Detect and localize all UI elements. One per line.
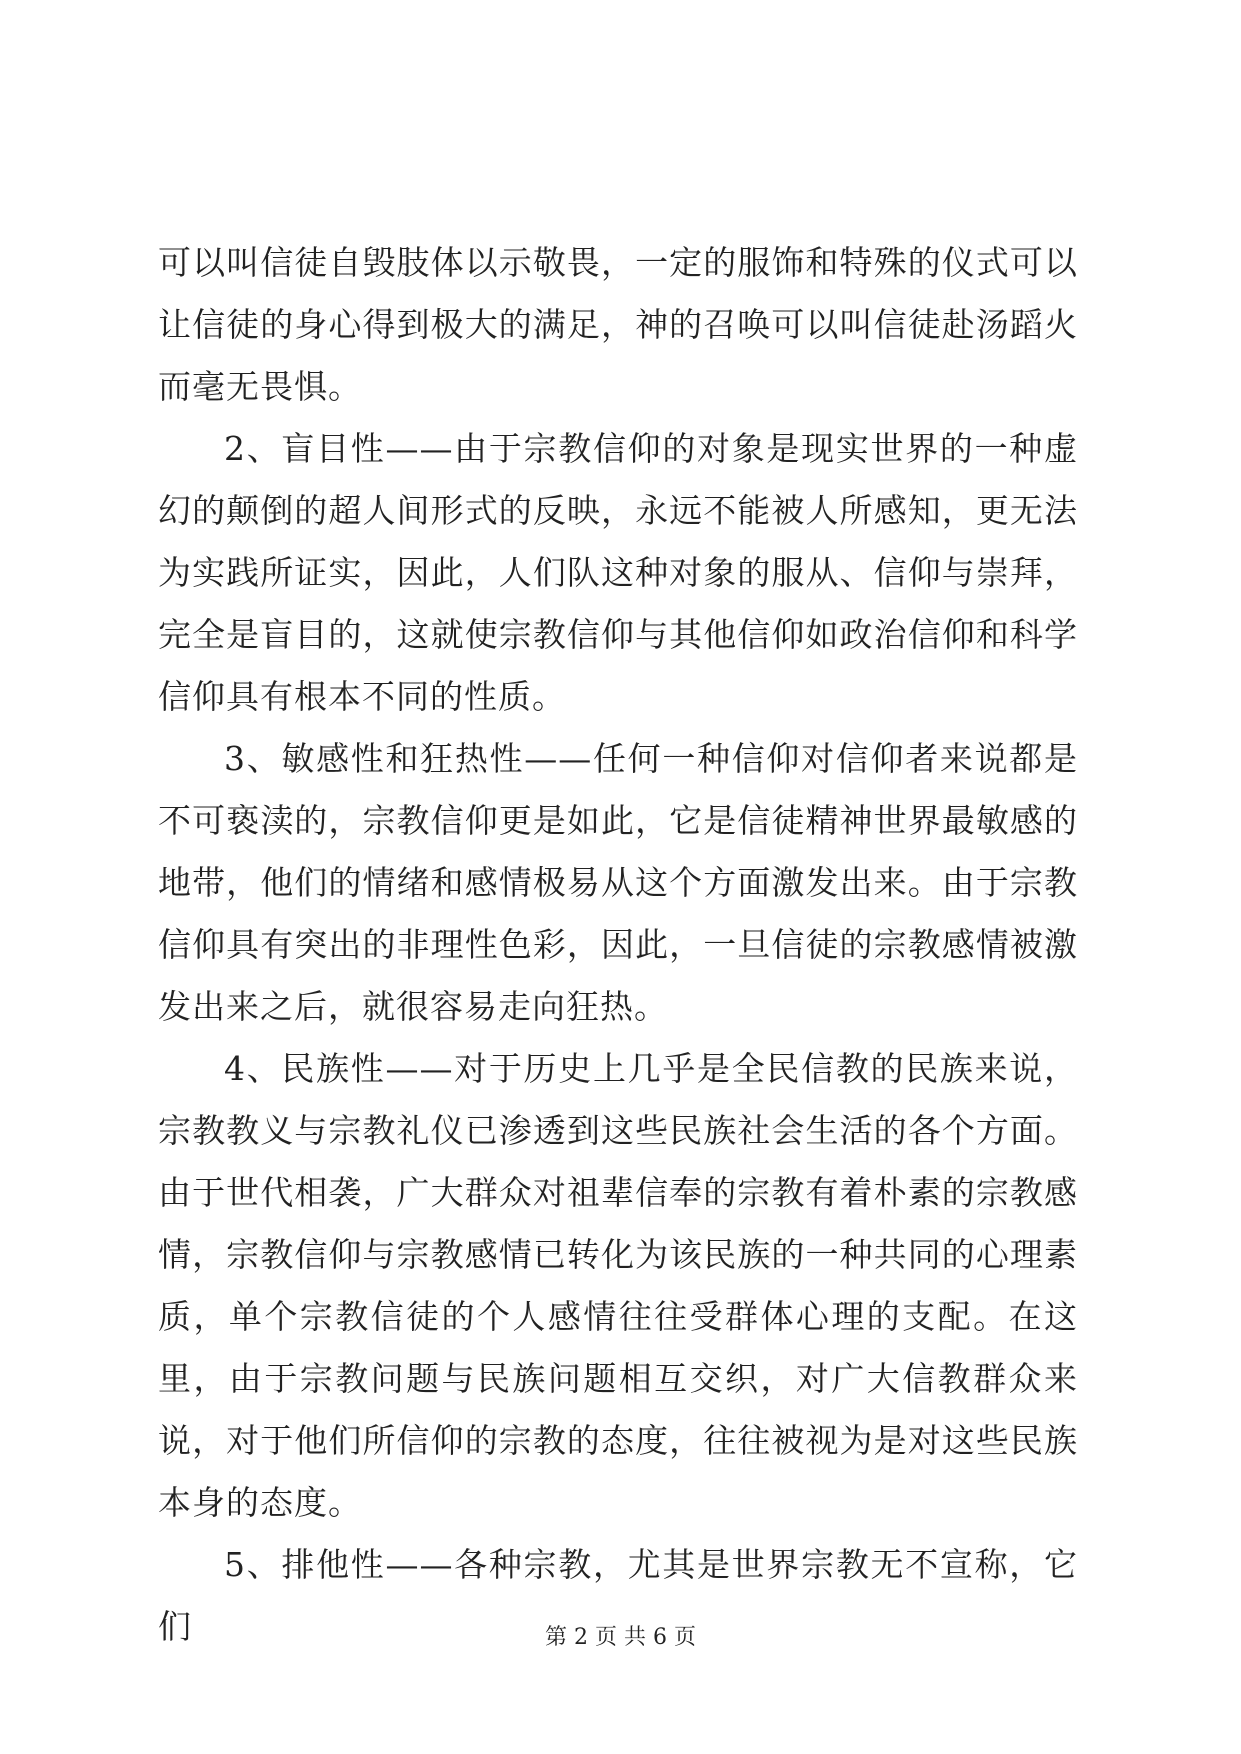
page-body — [158, 232, 1078, 1658]
paragraph-continuation: 可以叫信徒自毁肢体以示敬畏，一定的服饰和特殊的仪式可以让信徒的身心得到极大的满足，神的召唤可以叫信徒赴汤蹈火而毫无畏惧。 — [158, 243, 1078, 406]
paragraph-item-3-sensitivity: 3、敏感性和狂热性——任何一种信仰对信仰者来说都是不可亵渎的，宗教信仰更是如此，它是信徒精神世界最敏感的地带，他们的情绪和感情极易从这个方面激发出来。由于宗教信仰具有突出的非理性色彩，因此，一旦信徒的宗教感情被激发出来之后，就很容易走向狂热。 — [158, 739, 1078, 1026]
page-number-footer: 第 2 页 共 6 页 — [545, 1625, 696, 1650]
paragraph-item-5-exclusivity: 5、排他性——各种宗教，尤其是世界宗教无不宣称，它们 — [158, 1545, 1078, 1646]
paragraph-item-4-ethnicity: 4、民族性——对于历史上几乎是全民信教的民族来说，宗教教义与宗教礼仪已渗透到这些民族社会生活的各个方面。由于世代相袭，广大群众对祖辈信奉的宗教有着朴素的宗教感情，宗教信仰与宗教感情已转化为该民族的一种共同的心理素质，单个宗教信徒的个人感情往往受群体心理的支配。在这里，由于宗教问题与民族问题相互交织，对广大信教群众来说，对于他们所信仰的宗教的态度，往往被视为是对这些民族本身的态度。 — [158, 1049, 1078, 1522]
paragraph-item-2-blindness: 2、盲目性——由于宗教信仰的对象是现实世界的一种虚幻的颠倒的超人间形式的反映，永远不能被人所感知，更无法为实践所证实，因此，人们队这种对象的服从、信仰与崇拜，完全是盲目的，这就使宗教信仰与其他信仰如政治信仰和科学信仰具有根本不同的性质。 — [158, 429, 1078, 716]
